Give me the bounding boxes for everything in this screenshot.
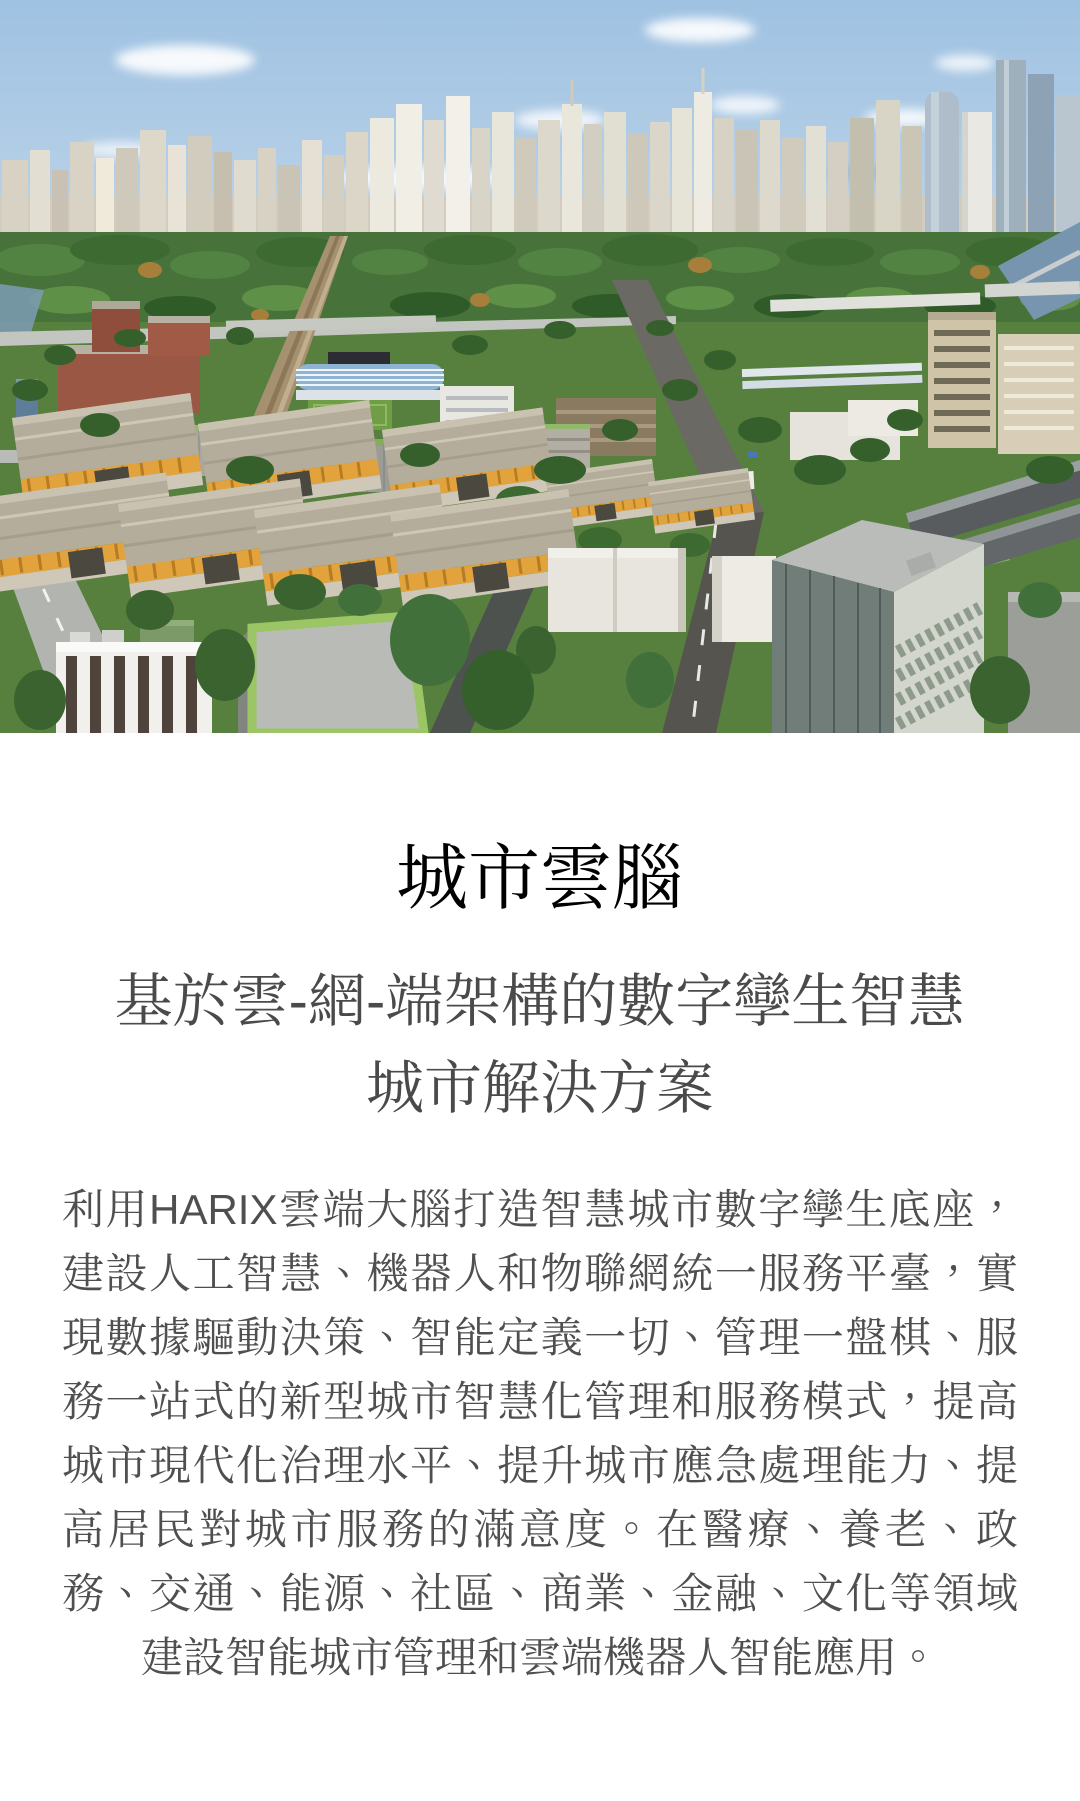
hero-city-image (0, 0, 1080, 733)
body-paragraph: 利用HARIX雲端大腦打造智慧城市數字孿生底座，建設人工智慧、機器人和物聯網統一服務平臺，實現數據驅動決策、智能定義一切、管理一盤棋、服務一站式的新型城市智慧化管理和服務模式，提高城市現代化治理水平、提升城市應急處理能力、提高居民對城市服務的滿意度。在醫療、養老、政務、交通、能源、社區、商業、金融、文化等領域建設智能城市管理和雲端機器人智能應用。 (62, 1186, 1018, 1681)
smart-city-3d-render (0, 0, 1080, 733)
page-subtitle: 基於雲-網-端架構的數字孿生智慧城市解決方案 (114, 969, 966, 1121)
page-title: 城市雲腦 (395, 839, 684, 919)
